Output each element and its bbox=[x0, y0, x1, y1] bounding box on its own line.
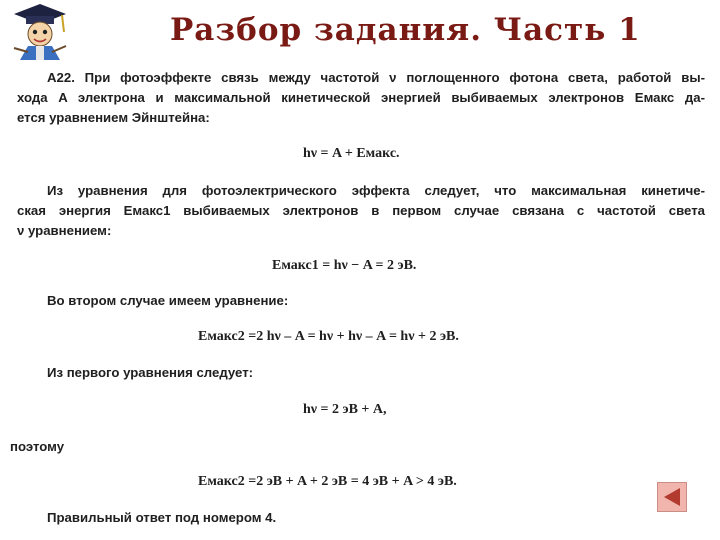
formula-emax2: Eмакс2 =2 hν – A = hν + hν – A = hν + 2 эВ. bbox=[198, 329, 459, 344]
formula-emax2-result: Eмакс2 =2 эВ + A + 2 эВ = 4 эВ + A > 4 эВ. bbox=[198, 474, 457, 489]
triangle-left-icon bbox=[658, 483, 686, 511]
formula-hnu: hν = 2 эВ + A, bbox=[303, 402, 387, 417]
para1-line2: хода A электрона и максимальной кинетической энергией выбиваемых электронов Eмакс да- bbox=[17, 90, 705, 105]
page-title: Разбор задания. Часть 1 bbox=[170, 12, 641, 48]
para3: Во втором случае имеем уравнение: bbox=[47, 293, 289, 308]
back-button[interactable] bbox=[657, 482, 687, 512]
para5: поэтому bbox=[10, 439, 65, 454]
para2-line3: ν уравнением: bbox=[17, 223, 112, 238]
answer-line: Правильный ответ под номером 4. bbox=[47, 510, 277, 525]
para2-line2: ская энергия Eмакс1 выбиваемых электронов в первом случае связана с частотой света bbox=[17, 203, 705, 218]
para1-line3: ется уравнением Эйнштейна: bbox=[17, 110, 210, 125]
para4: Из первого уравнения следует: bbox=[47, 365, 254, 380]
formula-emax1: Eмакс1 = hν − A = 2 эВ. bbox=[272, 258, 417, 273]
para1-line1: А22. При фотоэффекте связь между частотой ν поглощенного фотона света, работой вы- bbox=[47, 70, 705, 85]
para2-line1: Из уравнения для фотоэлектрического эффекта следует, что максимальная кинетиче- bbox=[47, 183, 705, 198]
graduate-mascot-logo bbox=[6, 2, 70, 62]
formula-einstein: hν = A + Eмакс. bbox=[303, 146, 400, 161]
